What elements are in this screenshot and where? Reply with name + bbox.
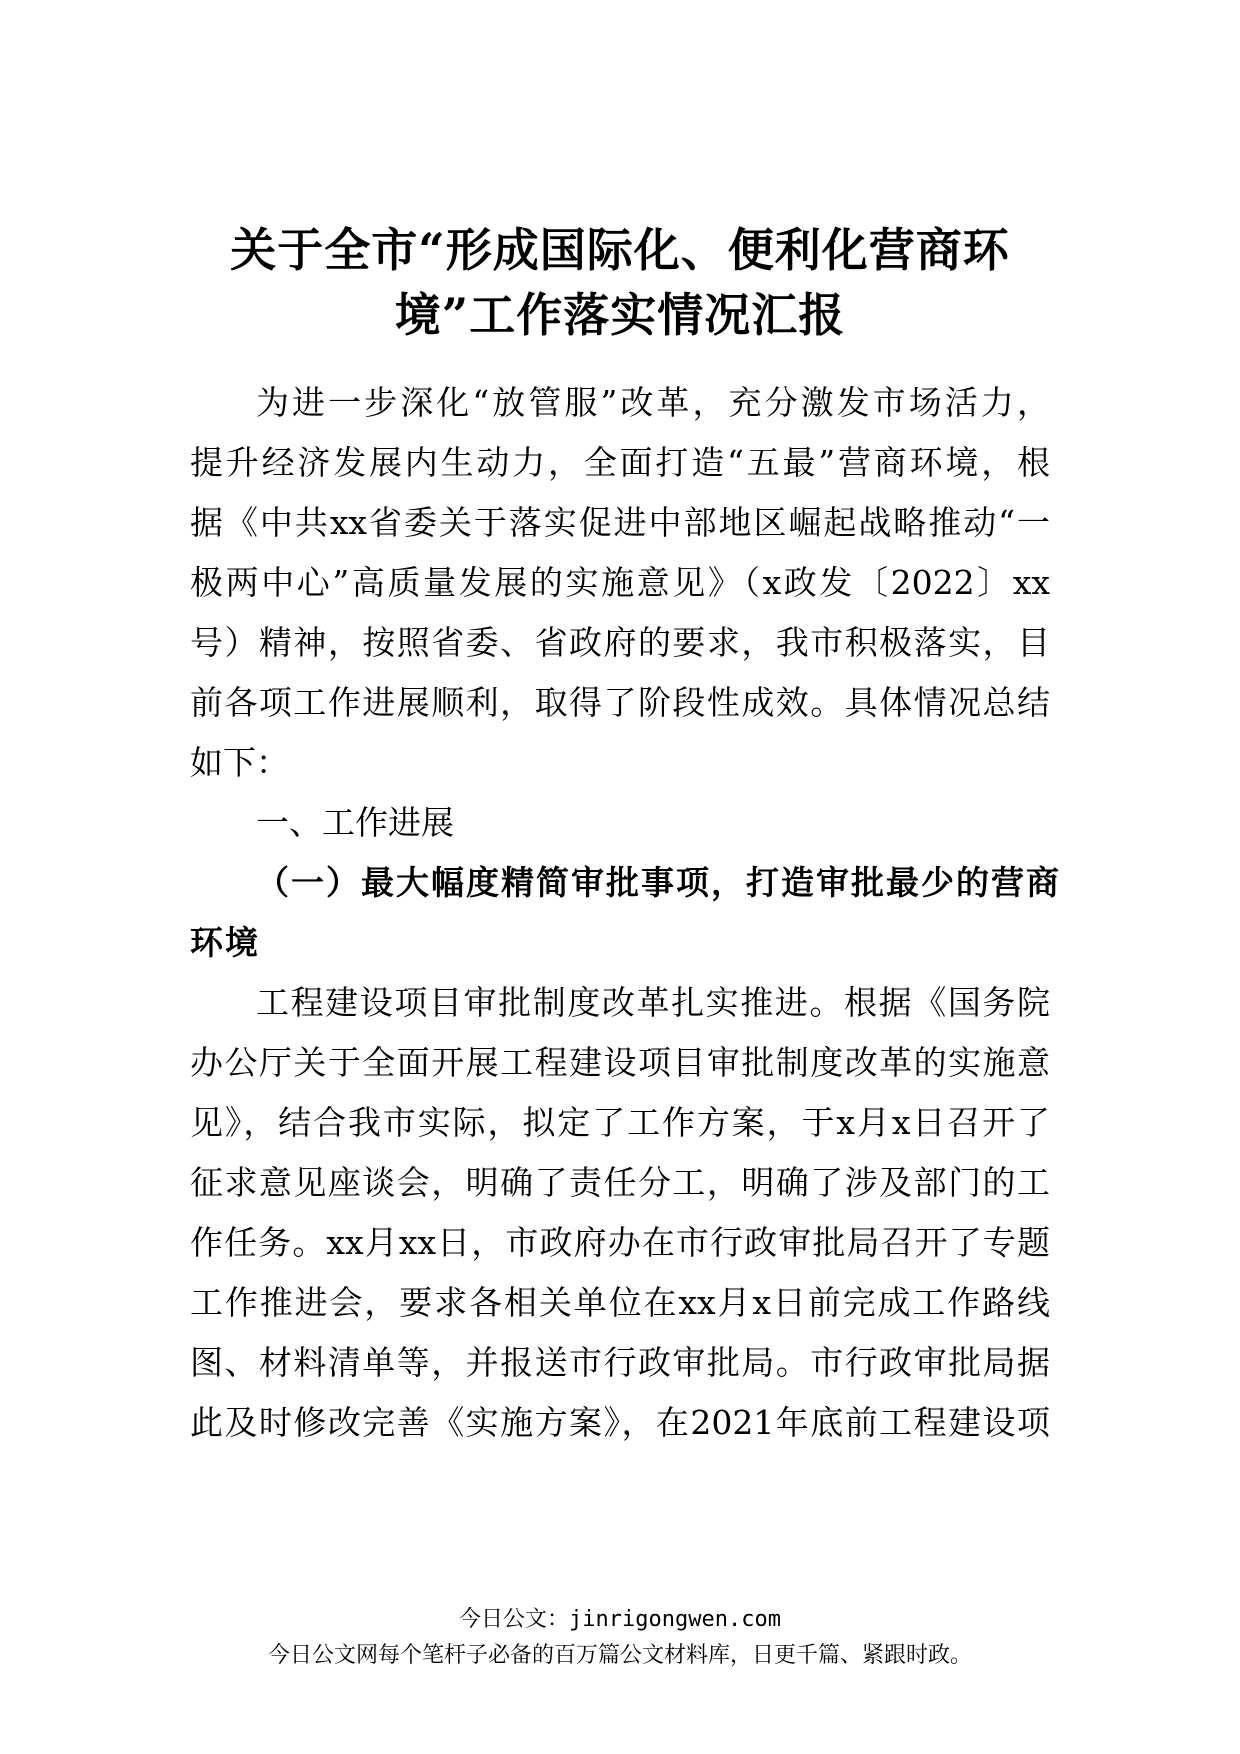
footer-tagline: 今日公文网每个笔杆子必备的百万篇公文材料库，日更千篇、紧跟时政。 [267, 1643, 972, 1668]
footer-site [0, 1605, 1240, 1635]
body-line: 图、材料清单等，并报送市行政审批局。市行政审批局据 [190, 1343, 1050, 1382]
body-line: 作任务。xx月xx日，市政府办在市行政审批局召开了专题 [190, 1223, 1050, 1262]
body-line: 征求意见座谈会，明确了责任分工，明确了涉及部门的工 [190, 1163, 1050, 1202]
intro-line: 极两中心”高质量发展的实施意见》（x政发〔2022〕xx [190, 563, 1050, 602]
intro-line: 号）精神，按照省委、省政府的要求，我市积极落实，目 [190, 623, 1050, 662]
body-line: 此及时修改完善《实施方案》，在2021年底前工程建设项 [190, 1403, 1050, 1442]
body-line: 办公厅关于全面开展工程建设项目审批制度改革的实施意 [190, 1043, 1050, 1082]
intro-line: 提升经济发展内生动力，全面打造“五最”营商环境，根 [190, 443, 1050, 482]
body-line: 工作推进会，要求各相关单位在xx月x日前完成工作路线 [190, 1283, 1050, 1322]
subsection-heading-line: （一）最大幅度精简审批事项，打造审批最少的营商 [256, 863, 1061, 902]
document-title-line-2: 境”工作落实情况汇报 [394, 288, 846, 342]
intro-line: 前各项工作进展顺利，取得了阶段性成效。具体情况总结 [190, 683, 1050, 722]
body-line: 见》，结合我市实际，拟定了工作方案，于x月x日召开了 [190, 1103, 1050, 1142]
intro-line: 为进一步深化“放管服”改革，充分激发市场活力， [256, 383, 1050, 422]
footer-site-label: 今日公文： [459, 1607, 570, 1632]
footer-site-link[interactable]: jinrigongwen.com [569, 1607, 781, 1632]
body-line: 工程建设项目审批制度改革扎实推进。根据《国务院 [256, 983, 1050, 1022]
document-title-line-1: 关于全市“形成国际化、便利化营商环 [230, 223, 1010, 277]
intro-line: 如下： [190, 743, 289, 782]
section-heading: 一、工作进展 [256, 803, 454, 842]
subsection-heading-line: 环境 [190, 923, 260, 962]
intro-line: 据《中共xx省委关于落实促进中部地区崛起战略推动“一 [190, 503, 1050, 542]
